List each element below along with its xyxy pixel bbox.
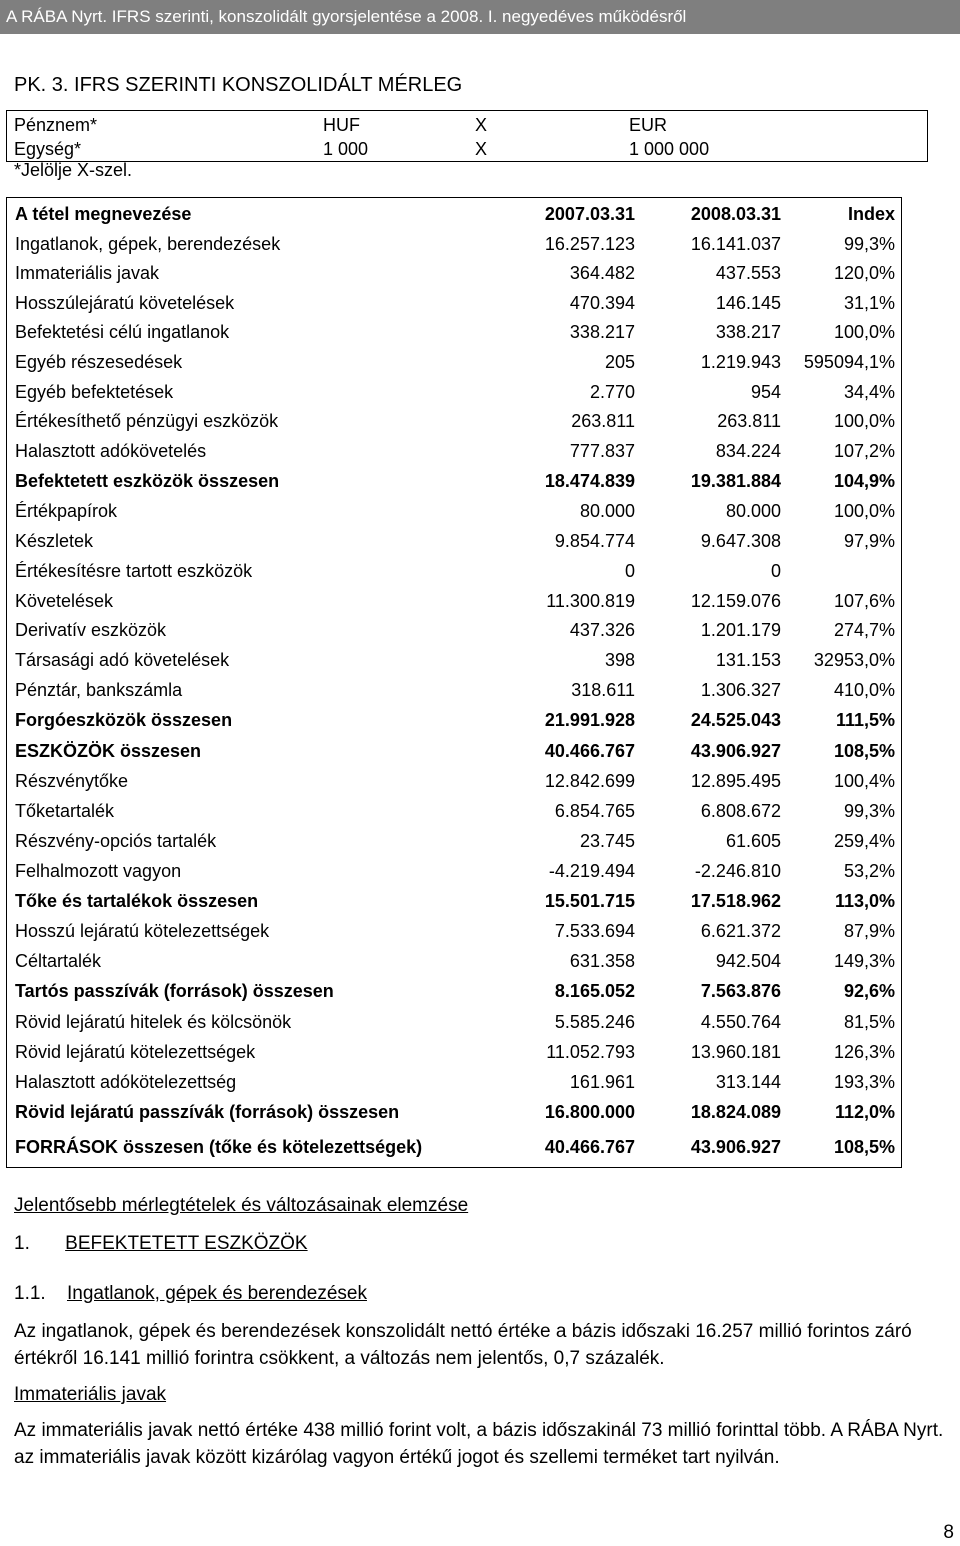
row-label: Hosszú lejáratú kötelezettségek: [15, 921, 270, 941]
row-value-2008: 0: [770, 561, 781, 581]
row-index: 149,3%: [833, 951, 895, 971]
currency-eur: EUR: [629, 115, 668, 135]
row-value-2007: 9.854.774: [554, 531, 635, 551]
row-label: Tőke és tartalékok összesen: [15, 891, 259, 911]
row-label: Immateriális javak: [15, 263, 160, 283]
row-value-2007: 16.257.123: [544, 234, 635, 254]
row-index: 111,5%: [835, 710, 895, 730]
row-value-2007: 6.854.765: [554, 801, 635, 821]
row-value-2008: 43.906.927: [690, 741, 781, 761]
subsection-1-1-heading: [14, 1280, 959, 1307]
row-label: Derivatív eszközök: [15, 620, 167, 640]
row-value-2007: 40.466.767: [544, 1137, 635, 1157]
row-value-2007: 12.842.699: [544, 771, 635, 791]
row-value-2007: 80.000: [579, 501, 635, 521]
row-index: 104,9%: [833, 471, 895, 491]
row-value-2007: 161.961: [569, 1072, 635, 1092]
row-value-2008: 19.381.884: [690, 471, 781, 491]
row-value-2007: 5.585.246: [554, 1012, 635, 1032]
row-label: Tőketartalék: [15, 801, 115, 821]
row-value-2007: 16.800.000: [544, 1102, 635, 1122]
row-value-2007: 21.991.928: [544, 710, 635, 730]
balance-sheet-table: [6, 197, 902, 1168]
row-value-2007: 263.811: [571, 411, 635, 431]
row-value-2007: 40.466.767: [544, 741, 635, 761]
row-value-2007: 0: [624, 561, 635, 581]
section-title: PK. 3. IFRS SZERINTI KONSZOLIDÁLT MÉRLEG: [14, 74, 463, 96]
row-value-2008: 942.504: [715, 951, 781, 971]
unit-row: [7, 137, 927, 161]
row-index: 595094,1%: [803, 352, 895, 372]
row-index: 410,0%: [833, 680, 895, 700]
row-label: Felhalmozott vagyon: [15, 861, 182, 881]
currency-note: *Jelölje X-szel.: [14, 160, 133, 180]
row-value-2008: 338.217: [715, 322, 781, 342]
row-value-2008: 131.153: [715, 650, 781, 670]
row-label: Értékpapírok: [15, 501, 118, 521]
row-value-2008: 1.219.943: [700, 352, 781, 372]
row-value-2008: 18.824.089: [690, 1102, 781, 1122]
row-value-2007: 398: [604, 650, 635, 670]
row-value-2007: 777.837: [569, 441, 635, 461]
row-label: Rövid lejáratú hitelek és kölcsönök: [15, 1012, 292, 1032]
row-index: 81,5%: [843, 1012, 895, 1032]
row-value-2007: 18.474.839: [544, 471, 635, 491]
row-value-2007: 631.358: [569, 951, 635, 971]
row-index: 32953,0%: [813, 650, 895, 670]
row-index: 193,3%: [833, 1072, 895, 1092]
row-index: 100,0%: [833, 322, 895, 342]
unit-million: 1 000 000: [629, 139, 710, 159]
row-value-2008: 6.808.672: [700, 801, 781, 821]
row-value-2007: 7.533.694: [554, 921, 635, 941]
row-index: 99,3%: [843, 801, 895, 821]
row-label: Céltartalék: [15, 951, 102, 971]
paragraph-intangibles: Az immateriális javak nettó értéke 438 millió forint volt, a bázis időszakinál 73 millió forinttal több. A RÁBA Nyrt. az immateriális javak között kizárólag vagyon értékű jogot és szellemi terméket tart nyilván.: [14, 1420, 944, 1468]
currency-huf: HUF: [323, 115, 360, 135]
header-index: Index: [847, 204, 895, 224]
row-index: 34,4%: [843, 382, 895, 402]
row-value-2008: 1.201.179: [700, 620, 781, 640]
row-value-2007: 8.165.052: [554, 981, 635, 1001]
row-index: 53,2%: [843, 861, 895, 881]
row-index: 107,2%: [833, 441, 895, 461]
row-label: Társasági adó követelések: [15, 650, 230, 670]
row-value-2007: 437.326: [569, 620, 635, 640]
row-value-2007: 15.501.715: [544, 891, 635, 911]
row-value-2008: 12.895.495: [690, 771, 781, 791]
row-value-2008: 6.621.372: [700, 921, 781, 941]
row-value-2008: 7.563.876: [700, 981, 781, 1001]
section-1-number: 1.: [14, 1233, 30, 1254]
row-label: Értékesítésre tartott eszközök: [15, 561, 253, 581]
row-index: 108,5%: [833, 1137, 895, 1157]
header-2007: 2007.03.31: [544, 204, 635, 224]
row-value-2008: 12.159.076: [690, 591, 781, 611]
row-label: ESZKÖZÖK összesen: [15, 741, 202, 761]
row-value-2008: 17.518.962: [690, 891, 781, 911]
unit-mark: X: [475, 139, 488, 159]
row-value-2008: 16.141.037: [690, 234, 781, 254]
subsection-1-1-number: 1.1.: [14, 1283, 46, 1304]
row-value-2007: -4.219.494: [548, 861, 635, 881]
row-label: Befektetési célú ingatlanok: [15, 322, 230, 342]
row-label: Követelések: [15, 591, 114, 611]
row-index: 31,1%: [843, 293, 895, 313]
row-value-2008: -2.246.810: [694, 861, 781, 881]
row-value-2007: 11.300.819: [546, 591, 635, 611]
intangibles-heading: Immateriális javak: [14, 1384, 167, 1405]
row-value-2008: 954: [750, 382, 781, 402]
row-value-2008: 437.553: [715, 263, 781, 283]
row-value-2008: 24.525.043: [690, 710, 781, 730]
row-value-2007: 364.482: [569, 263, 635, 283]
currency-mark: X: [475, 115, 488, 135]
row-label: Értékesíthető pénzügyi eszközök: [15, 411, 279, 431]
row-value-2007: 2.770: [589, 382, 635, 402]
row-value-2008: 834.224: [715, 441, 781, 461]
unit-thousand: 1 000: [323, 139, 369, 159]
row-value-2008: 80.000: [725, 501, 781, 521]
row-label: Forgóeszközök összesen: [15, 710, 233, 730]
row-value-2007: 11.052.793: [546, 1042, 635, 1062]
row-index: 112,0%: [834, 1102, 895, 1122]
header-2008: 2008.03.31: [690, 204, 781, 224]
row-index: 87,9%: [843, 921, 895, 941]
row-label: Tartós passzívák (források) összesen: [15, 981, 334, 1001]
subsection-1-1-title: Ingatlanok, gépek és berendezések: [66, 1283, 367, 1304]
section-1-heading: [14, 1230, 959, 1257]
row-label: FORRÁSOK összesen (tőke és kötelezettségek): [15, 1137, 423, 1157]
row-value-2008: 43.906.927: [690, 1137, 781, 1157]
row-value-2007: 318.611: [571, 680, 635, 700]
row-label: Hosszúlejáratú követelések: [15, 293, 235, 313]
row-index: 100,0%: [833, 411, 895, 431]
row-index: 99,3%: [843, 234, 895, 254]
row-index: 108,5%: [833, 741, 895, 761]
analysis-heading: Jelentősebb mérlegtételek és változásainak elemzése: [14, 1195, 469, 1216]
row-value-2007: 23.745: [579, 831, 635, 851]
paragraph-ppe: Az ingatlanok, gépek és berendezések konszolidált nettó értéke a bázis időszaki 16.257 millió forintos záró értékről 16.141 millió forintra csökkent, a változás nem jelentős, 0,7 százalék.: [14, 1321, 912, 1369]
row-index: 100,0%: [833, 501, 895, 521]
row-label: Részvénytőke: [15, 771, 129, 791]
row-label: Halasztott adókötelezettség: [15, 1072, 237, 1092]
header-item: A tétel megnevezése: [15, 204, 192, 224]
row-index: 274,7%: [833, 620, 895, 640]
unit-label: Egység*: [14, 139, 82, 159]
row-index: 113,0%: [834, 891, 895, 911]
document-header: A RÁBA Nyrt. IFRS szerinti, konszolidált gyorsjelentése a 2008. I. negyedéves működésről: [0, 0, 960, 34]
row-label: Halasztott adókövetelés: [15, 441, 207, 461]
row-index: 107,6%: [833, 591, 895, 611]
row-value-2008: 61.605: [725, 831, 781, 851]
row-index: 259,4%: [833, 831, 895, 851]
row-label: Ingatlanok, gépek, berendezések: [15, 234, 281, 254]
section-1-title: BEFEKTETETT ESZKÖZÖK: [65, 1233, 308, 1254]
row-index: 126,3%: [833, 1042, 895, 1062]
row-value-2008: 263.811: [717, 411, 781, 431]
row-value-2008: 4.550.764: [700, 1012, 781, 1032]
row-value-2008: 1.306.327: [700, 680, 781, 700]
row-value-2008: 146.145: [715, 293, 781, 313]
currency-box: [6, 110, 928, 162]
currency-row: [7, 113, 927, 137]
row-value-2008: 13.960.181: [690, 1042, 781, 1062]
row-label: Rövid lejáratú passzívák (források) összesen: [15, 1102, 400, 1122]
row-value-2007: 205: [604, 352, 635, 372]
row-label: Részvény-opciós tartalék: [15, 831, 217, 851]
row-index: 97,9%: [843, 531, 895, 551]
row-value-2008: 313.144: [715, 1072, 781, 1092]
row-label: Egyéb részesedések: [15, 352, 183, 372]
row-label: Készletek: [15, 531, 94, 551]
row-label: Befektetett eszközök összesen: [15, 471, 280, 491]
row-value-2007: 470.394: [569, 293, 635, 313]
row-value-2008: 9.647.308: [700, 531, 781, 551]
row-label: Rövid lejáratú kötelezettségek: [15, 1042, 256, 1062]
row-index: 100,4%: [833, 771, 895, 791]
row-value-2007: 338.217: [569, 322, 635, 342]
page-number: 8: [943, 1522, 954, 1543]
row-label: Egyéb befektetések: [15, 382, 174, 402]
row-label: Pénztár, bankszámla: [15, 680, 183, 700]
row-index: 92,6%: [843, 981, 895, 1001]
row-index: 120,0%: [833, 263, 895, 283]
currency-label: Pénznem*: [14, 115, 98, 135]
